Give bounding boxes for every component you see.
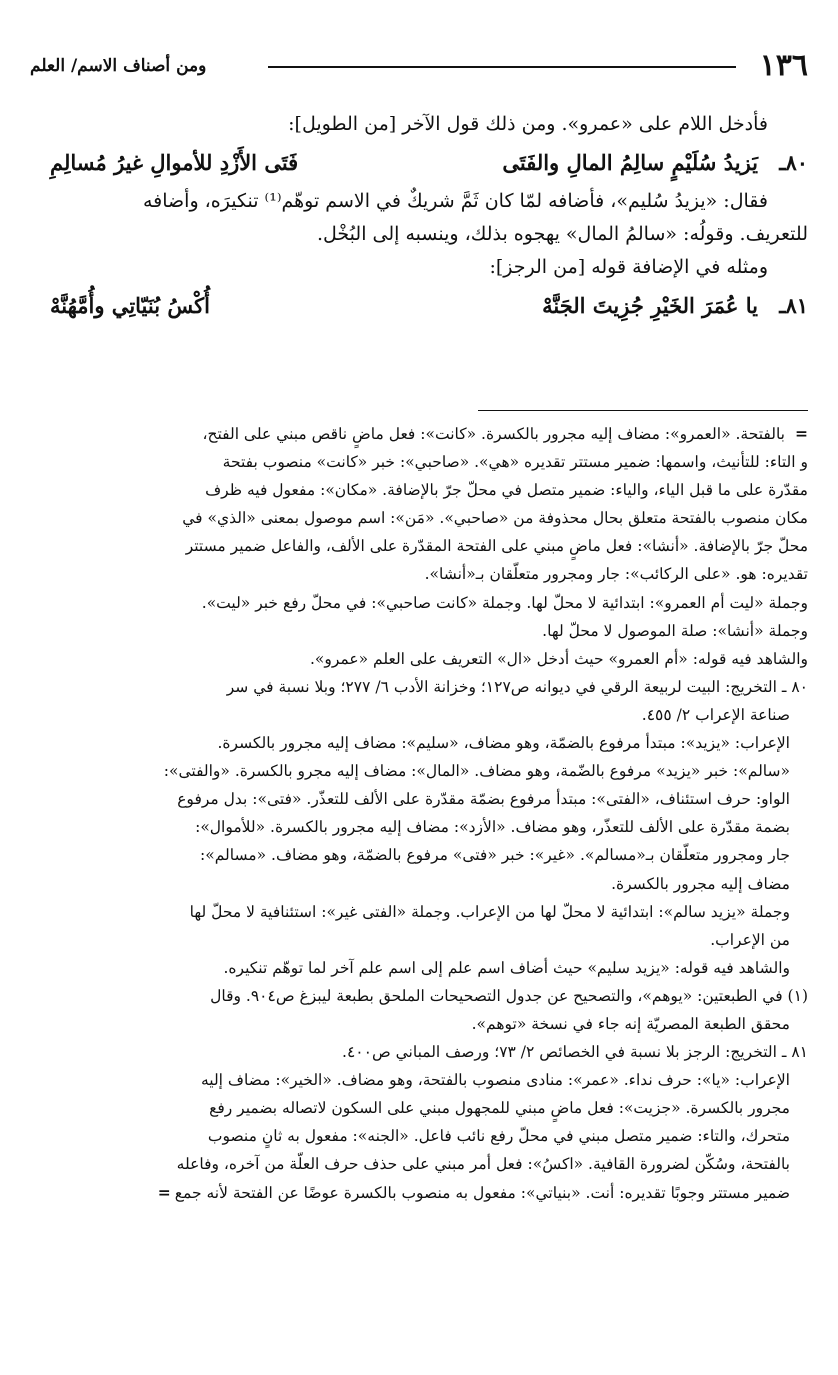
footnote-text: بالفتحة. «العمرو»: مضاف إليه مجرور بالكسرة. «كانت»: فعل ماضٍ ناقص مبني على الفتح، <box>202 425 785 443</box>
footnote-line <box>20 926 808 954</box>
footnote-text: مضاف إليه مجرور بالكسرة. <box>611 874 790 893</box>
verse-80 <box>30 141 808 185</box>
footnote-line <box>20 1094 808 1122</box>
commentary-line: فقال: «يزيدُ سُليم»، فأضافه لمّا كان ثَمَّ شريكٌ في الاسم توهّم⁽¹⁾ تنكيرَه، وأضافه <box>142 190 768 212</box>
footnote-line <box>20 1010 808 1038</box>
footnote-line <box>20 1122 808 1150</box>
verse-81 <box>30 284 808 328</box>
footnote-text: صناعة الإعراب ٢/ ٤٥٥. <box>641 705 790 724</box>
footnote-line <box>20 589 808 617</box>
verse-number: ٨٠ـ <box>779 150 808 175</box>
verse-number: ٨١ـ <box>779 293 808 318</box>
footnote-line <box>20 645 808 673</box>
footnote-separator <box>478 410 808 411</box>
footnote-text: والشاهد فيه قوله: «يزيد سليم» حيث أضاف اسم علم إلى اسم علم آخر لما توهّم تنكيره. <box>223 958 790 977</box>
footnote-text: محلّ جرّ بالإضافة. «أنشا»: فعل ماضٍ مبني على الفتحة المقدّرة على الألف، والفاعل ضمير مستتر <box>185 537 808 556</box>
footnote-text: متحرك، والتاء: ضمير متصل مبني في محلّ رفع نائب فاعل. «الجنه»: مفعول به ثانٍ منصوب <box>207 1127 790 1146</box>
footnote-line <box>20 673 808 701</box>
verse-first-hemistich: يا عُمَرَ الخَيْرِ جُزِيتَ الجَنَّهْ <box>542 293 758 318</box>
continuation-mark: = <box>157 1182 171 1202</box>
footnote-text: جار ومجرور متعلّقان بـ«مسالم». «غير»: خبر «فتى» مرفوع بالضمّة، وهو مضاف. «مسالم»: <box>200 846 790 865</box>
continuation-mark: = <box>795 424 808 443</box>
footnote-line <box>20 870 808 898</box>
footnote-text: والشاهد فيه قوله: «أم العمرو» حيث أدخل «ال» التعريف على العلم «عمرو». <box>309 649 808 668</box>
footnote-text: ٨١ ـ التخريج: الرجز بلا نسبة في الخصائص ٢/ ٧٣؛ ورصف المباني ص٤٠٠. <box>342 1043 808 1062</box>
footnote-line <box>20 1179 808 1207</box>
intro-line: فأدخل اللام على «عمرو». ومن ذلك قول الآخر [من الطويل]: <box>288 113 768 135</box>
intro-line: ومثله في الإضافة قوله [من الرجز]: <box>489 256 768 278</box>
main-text <box>30 108 808 328</box>
footnote-text: و التاء: للتأنيث، واسمها: ضمير مستتر تقديره «هي». «صاحبي»: خبر «كانت» منصوب بفتحة <box>222 453 808 472</box>
footnote-line <box>20 1038 808 1066</box>
footnote-line <box>20 560 808 588</box>
footnote-text: ٨٠ ـ التخريج: البيت لربيعة الرقي في ديوانه ص١٢٧؛ وخزانة الأدب ٦/ ٢٧٧؛ وبلا نسبة في سر <box>226 677 808 696</box>
page-header <box>30 48 808 84</box>
footnote-line <box>20 504 808 532</box>
verse-first-hemistich: يَزيدُ سُلَيْمٍ سالِمُ المالِ والفَتَى <box>502 150 758 175</box>
footnote-text: الإعراب: «يزيد»: مبتدأ مرفوع بالضمّة، وهو مضاف، «سليم»: مضاف إليه مجرور بالكسرة. <box>217 734 790 753</box>
footnote-line <box>20 1150 808 1178</box>
verse-second-hemistich: فَتَى الأَزْدِ للأموالِ غيرُ مُسالِمِ <box>50 150 299 175</box>
footnote-line <box>20 532 808 560</box>
footnote-text: «سالم»: خبر «يزيد» مرفوع بالضّمة، وهو مضاف. «المال»: مضاف إليه مجرو بالكسرة. «والفتى»: <box>163 762 790 781</box>
footnote-line <box>20 617 808 645</box>
footnote-line <box>20 954 808 982</box>
footnote-line <box>20 898 808 926</box>
footnote-line <box>20 701 808 729</box>
footnote-line <box>20 729 808 757</box>
page-number: ١٣٦ <box>759 48 808 83</box>
footnote-text: محقق الطبعة المصريّة إنه جاء في نسخة «توهم». <box>471 1014 790 1033</box>
footnote-line <box>20 841 808 869</box>
verse-second-hemistich: أُكْسُ بُنَيّاتِي وأُمَّهُنَّهْ <box>50 293 210 318</box>
commentary-line: للتعريف. وقولُه: «سالمُ المال» يهجوه بذلك، وينسبه إلى البُخْل. <box>316 223 808 245</box>
footnote-line <box>20 757 808 785</box>
footnote-line <box>20 420 808 448</box>
footnote-text: تقديره: هو. «على الركائب»: جار ومجرور متعلّقان بـ«أنشا». <box>424 565 808 584</box>
footnote-text: ضمير مستتر وجوبًا تقديره: أنت. «بنياتي»: مفعول به منصوب بالكسرة عوضًا عن الفتحة لأنه جمع <box>174 1183 790 1202</box>
footnote-line <box>20 448 808 476</box>
footnote-text: من الإعراب. <box>710 930 790 949</box>
footnote-text: بالفتحة، وسُكّن لضرورة القافية. «اكسُ»: فعل أمر مبني على حذف حرف العلّة من آخره، وفاعله <box>176 1155 790 1174</box>
footnote-line <box>20 813 808 841</box>
footnote-text: وجملة «يزيد سالم»: ابتدائية لا محلّ لها من الإعراب. وجملة «الفتى غير»: استئنافية لا محلّ لها <box>189 902 790 921</box>
footnote-text: مكان منصوب بالفتحة متعلق بحال محذوفة من «صاحبي». «مَن»: اسم موصول بمعنى «الذي» في <box>182 509 808 528</box>
footnote-line <box>20 982 808 1010</box>
footnote-line <box>20 785 808 813</box>
footnote-text: مجرور بالكسرة. «جزيت»: فعل ماضٍ مبني للمجهول مبني على السكون لاتصاله بضمير رفع <box>209 1099 790 1118</box>
footnote-text: الإعراب: «يا»: حرف نداء. «عمر»: منادى منصوب بالفتحة، وهو مضاف. «الخير»: مضاف إليه <box>200 1071 790 1090</box>
footnote-text: بضمة مقدّرة على الألف للتعذّر، وهو مضاف. «الأزد»: مضاف إليه مجرور بالكسرة. «للأموال»: <box>195 818 790 837</box>
footnote-text: (١) في الطبعتين: «يوهم»، والتصحيح عن جدول التصحيحات الملحق بطبعة ليبزغ ص٩٠٤. وقال <box>210 986 808 1005</box>
footnotes <box>20 420 808 1207</box>
footnote-text: الواو: حرف استئناف، «الفتى»: مبتدأ مرفوع بضمّة مقدّرة على الألف للتعذّر. «فتى»: بدل مرفوع <box>177 790 790 809</box>
header-rule <box>268 66 736 68</box>
footnote-line <box>20 476 808 504</box>
footnote-text: وجملة «أنشا»: صلة الموصول لا محلّ لها. <box>542 621 808 640</box>
footnote-line <box>20 1066 808 1094</box>
footnote-text: وجملة «ليت أم العمرو»: ابتدائية لا محلّ لها. وجملة «كانت صاحبي»: في محلّ رفع خبر «ليت». <box>201 593 808 612</box>
running-title: ومن أصناف الاسم/ العلم <box>30 56 207 76</box>
footnote-text: مقدّرة على ما قبل الياء، والياء: ضمير متصل في محلّ جرّ بالإضافة. «مكان»: مفعول فيه ظرف <box>205 481 808 500</box>
